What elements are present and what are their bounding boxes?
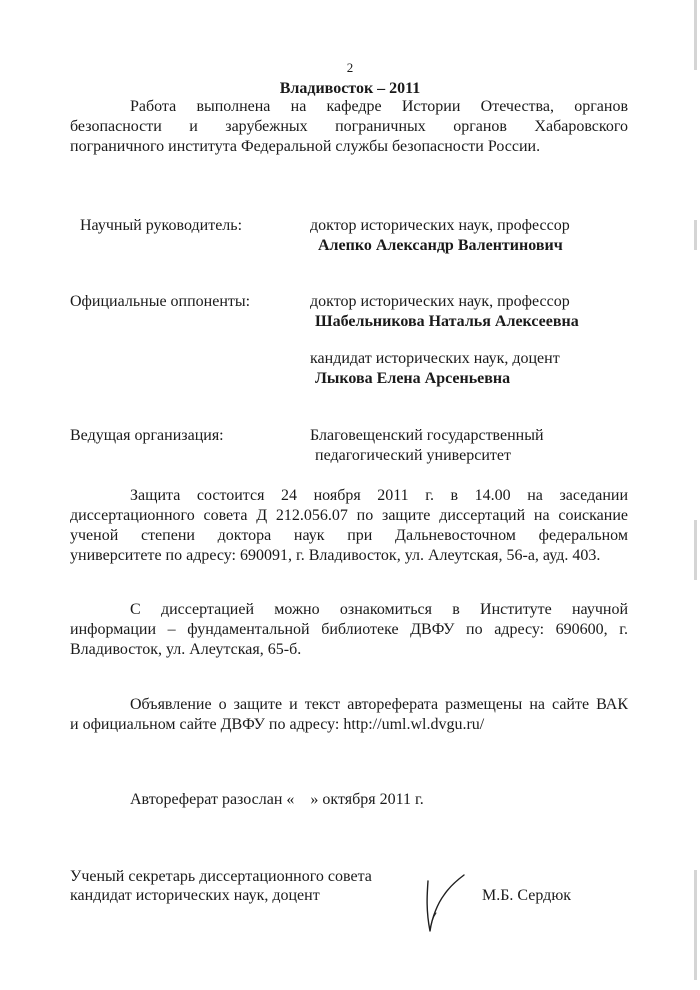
opponent-2-title: кандидат исторических наук, доцент bbox=[310, 350, 560, 367]
supervisor-label: Научный руководитель: bbox=[80, 217, 243, 234]
library-line-3: Владивосток, ул. Алеутская, 65-б. bbox=[70, 641, 302, 658]
intro-line-2: безопасности и зарубежных пограничных органов Хабаровского bbox=[70, 118, 628, 135]
library-line-2: информации – фундаментальной библиотеке ДВФУ по адресу: 690600, г. bbox=[70, 621, 628, 638]
secretary-line-2: кандидат исторических наук, доцент bbox=[70, 887, 320, 904]
opponent-1-name: Шабельникова Наталья Алексеевна bbox=[315, 313, 579, 330]
defense-line-1: Защита состоится 24 ноября 2011 г. в 14.00 на заседании bbox=[130, 487, 628, 504]
defense-line-2: диссертационного совета Д 212.056.07 по защите диссертаций на соискание bbox=[70, 507, 628, 524]
defense-line-3: ученой степени доктора наук при Дальневосточном федеральном bbox=[70, 527, 628, 544]
announcement-line-1: Объявление о защите и текст автореферата размещены на сайте ВАК bbox=[130, 696, 628, 713]
page-number: 2 bbox=[346, 60, 354, 75]
leading-org-line-2: педагогический университет bbox=[315, 447, 511, 464]
opponent-2-name: Лыкова Елена Арсеньевна bbox=[315, 370, 511, 387]
scan-edge-mark bbox=[694, 0, 697, 70]
scan-edge-mark bbox=[694, 520, 697, 580]
opponent-1-title: доктор исторических наук, профессор bbox=[310, 293, 570, 310]
announcement-line-2: и официальном сайте ДВФУ по адресу: http://uml.wl.dvgu.ru/ bbox=[70, 716, 485, 733]
library-paragraph bbox=[70, 600, 628, 660]
announcement-paragraph bbox=[70, 695, 628, 735]
intro-line-1: Работа выполнена на кафедре Истории Отечества, органов bbox=[130, 98, 628, 115]
opponents-label: Официальные оппоненты: bbox=[70, 293, 251, 310]
defense-paragraph bbox=[70, 486, 628, 566]
defense-line-4: университете по адресу: 690091, г. Владивосток, ул. Алеутская, 56-а, ауд. 403. bbox=[70, 547, 601, 564]
city-year-heading: Владивосток – 2011 bbox=[279, 80, 421, 97]
distribution-date: Автореферат разослан « » октября 2011 г. bbox=[130, 791, 424, 808]
supervisor-name: Алепко Александр Валентинович bbox=[318, 237, 563, 254]
leading-org-line-1: Благовещенский государственный bbox=[310, 427, 544, 444]
intro-line-3: пограничного института Федеральной службы безопасности России. bbox=[70, 138, 541, 155]
handwritten-signature bbox=[418, 873, 470, 935]
leading-org-label: Ведущая организация: bbox=[70, 427, 224, 444]
scan-edge-mark bbox=[694, 220, 697, 250]
library-line-1: С диссертацией можно ознакомиться в Институте научной bbox=[130, 601, 628, 618]
secretary-line-1: Ученый секретарь диссертационного совета bbox=[70, 868, 372, 885]
supervisor-title: доктор исторических наук, профессор bbox=[310, 217, 570, 234]
intro-paragraph bbox=[70, 97, 628, 157]
scan-edge-mark bbox=[694, 870, 697, 980]
secretary-name: М.Б. Сердюк bbox=[482, 887, 572, 904]
